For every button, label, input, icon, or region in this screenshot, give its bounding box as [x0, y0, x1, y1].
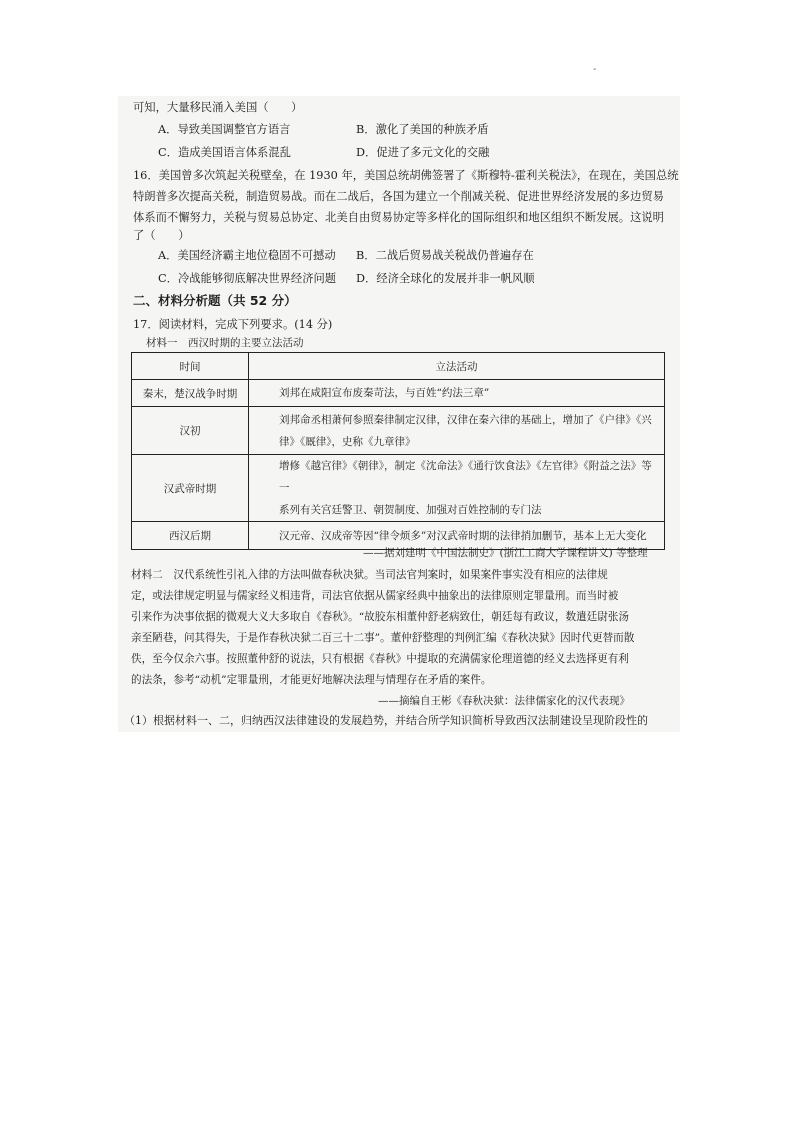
table-row: [132, 380, 665, 407]
material1-source: ——据刘建明《中国法制史》(浙江工商大学课程讲义) 等整理: [363, 547, 648, 559]
activity-line: 增修《越宫律》《朝律》，制定《沈命法》《通行饮食法》《左官律》《附益之法》等一: [279, 460, 652, 494]
material2-line: 定，或法律规定明显与儒家经义相违背，司法官依据从儒家经典中抽象出的法律原则定罪量刑。而当时被: [131, 590, 619, 602]
q15-stem-tail: 可知，大量移民涌入美国（ ）: [133, 101, 303, 114]
q16-stem-line: 体系而不懈努力，关税与贸易总协定、北美自由贸易协定等多样化的国际组织和地区组织不断发展。这说明: [133, 211, 664, 224]
q17-intro: 17．阅读材料，完成下列要求。(14 分): [133, 318, 333, 331]
q16-stem-line: 特朗普多次提高关税，制造贸易战。而在二战后，各国为建立一个削减关税、促进世界经济发展的多边贸易: [133, 190, 664, 203]
table-row: [132, 407, 665, 455]
q15-option-b: B．激化了美国的种族矛盾: [356, 123, 489, 136]
section-heading: 二、材料分析题（共 52 分）: [133, 293, 297, 308]
material2-line: 亲至陋巷，问其得失，于是作春秋决狱二百三十二事”。董仲舒整理的判例汇编《春秋决狱》因时代更替而散: [131, 632, 635, 644]
material2-line: 材料二 汉代系统性引礼入律的方法叫做春秋决狱。当司法官判案时，如果案件事实没有相应的法律规: [131, 569, 608, 581]
material2-line: 引来作为决事依据的微观大义大多取自《春秋》。“故胶东相董仲舒老病致仕，朝廷每有政议，数遣廷尉张汤: [131, 611, 630, 623]
table-cell-activity: [249, 455, 665, 522]
material1-caption: 材料一 西汉时期的主要立法活动: [146, 337, 304, 349]
q16-option-b: B．二战后贸易战关税战仍普遍存在: [356, 249, 534, 262]
activity-line: 律》《厩律》，史称《九章律》: [279, 435, 416, 448]
table-row: [132, 455, 665, 522]
legislation-table: [131, 352, 665, 550]
q16-stem-line: 了（ ）: [133, 229, 190, 242]
table-cell-period: 汉武帝时期: [132, 455, 249, 522]
material2-line: 的法条，参考“动机”定罪量刑，才能更好地解决法理与情理存在矛盾的案件。: [131, 674, 492, 686]
page-mark: -: [593, 64, 597, 75]
q16-option-c: C．冷战能够彻底解决世界经济问题: [158, 272, 337, 285]
table-cell-period: 汉初: [132, 407, 249, 455]
header-period: 时间: [132, 353, 249, 380]
q15-option-c: C．造成美国语言体系混乱: [158, 146, 291, 159]
q15-option-a: A．导致美国调整官方语言: [158, 123, 291, 136]
table-cell-activity: [249, 380, 665, 407]
activity-line: 汉元帝、汉成帝等因“律令烦多”对汉武帝时期的法律捎加删节，基本上无大变化: [279, 529, 647, 542]
table-header-row: [132, 353, 665, 380]
table-cell-period: 西汉后期: [132, 522, 249, 550]
activity-line: 刘邦在咸阳宣布废秦苛法，与百姓“约法三章”: [279, 387, 490, 399]
header-activity: 立法活动: [249, 353, 665, 380]
activity-line: 刘邦命丞相萧何参照秦律制定汉律，汉律在秦六律的基础上，增加了《户律》《兴: [279, 413, 652, 426]
q15-option-d: D．促进了多元文化的交融: [356, 146, 490, 159]
q16-option-d: D．经济全球化的发展并非一帆风顺: [356, 272, 535, 285]
material2-source: ——摘编自王彬《春秋决狱：法律儒家化的汉代表现》: [378, 695, 630, 707]
table-cell-activity: [249, 407, 665, 455]
material2-line: 佚，至今仅余六事。按照董仲舒的说法，只有根据《春秋》中提取的充满儒家伦理道德的经义去选择更有利: [131, 653, 629, 665]
table-cell-period: 秦末，楚汉战争时期: [132, 380, 249, 407]
q16-stem-line: 16．美国曾多次筑起关税壁垒，在 1930 年，美国总统胡佛签署了《斯穆特-霍利关税法》，在现在，美国总统: [133, 169, 679, 182]
q17-subquestion-1: （1）根据材料一、二，归纳西汉法律建设的发展趋势，并结合所学知识简析导致西汉法制建设呈现阶段性的: [124, 714, 648, 727]
q16-option-a: A．美国经济霸主地位稳固不可撼动: [158, 249, 336, 262]
activity-line: 系列有关宫廷警卫、朝贺制度、加强对百姓控制的专门法: [279, 504, 542, 516]
